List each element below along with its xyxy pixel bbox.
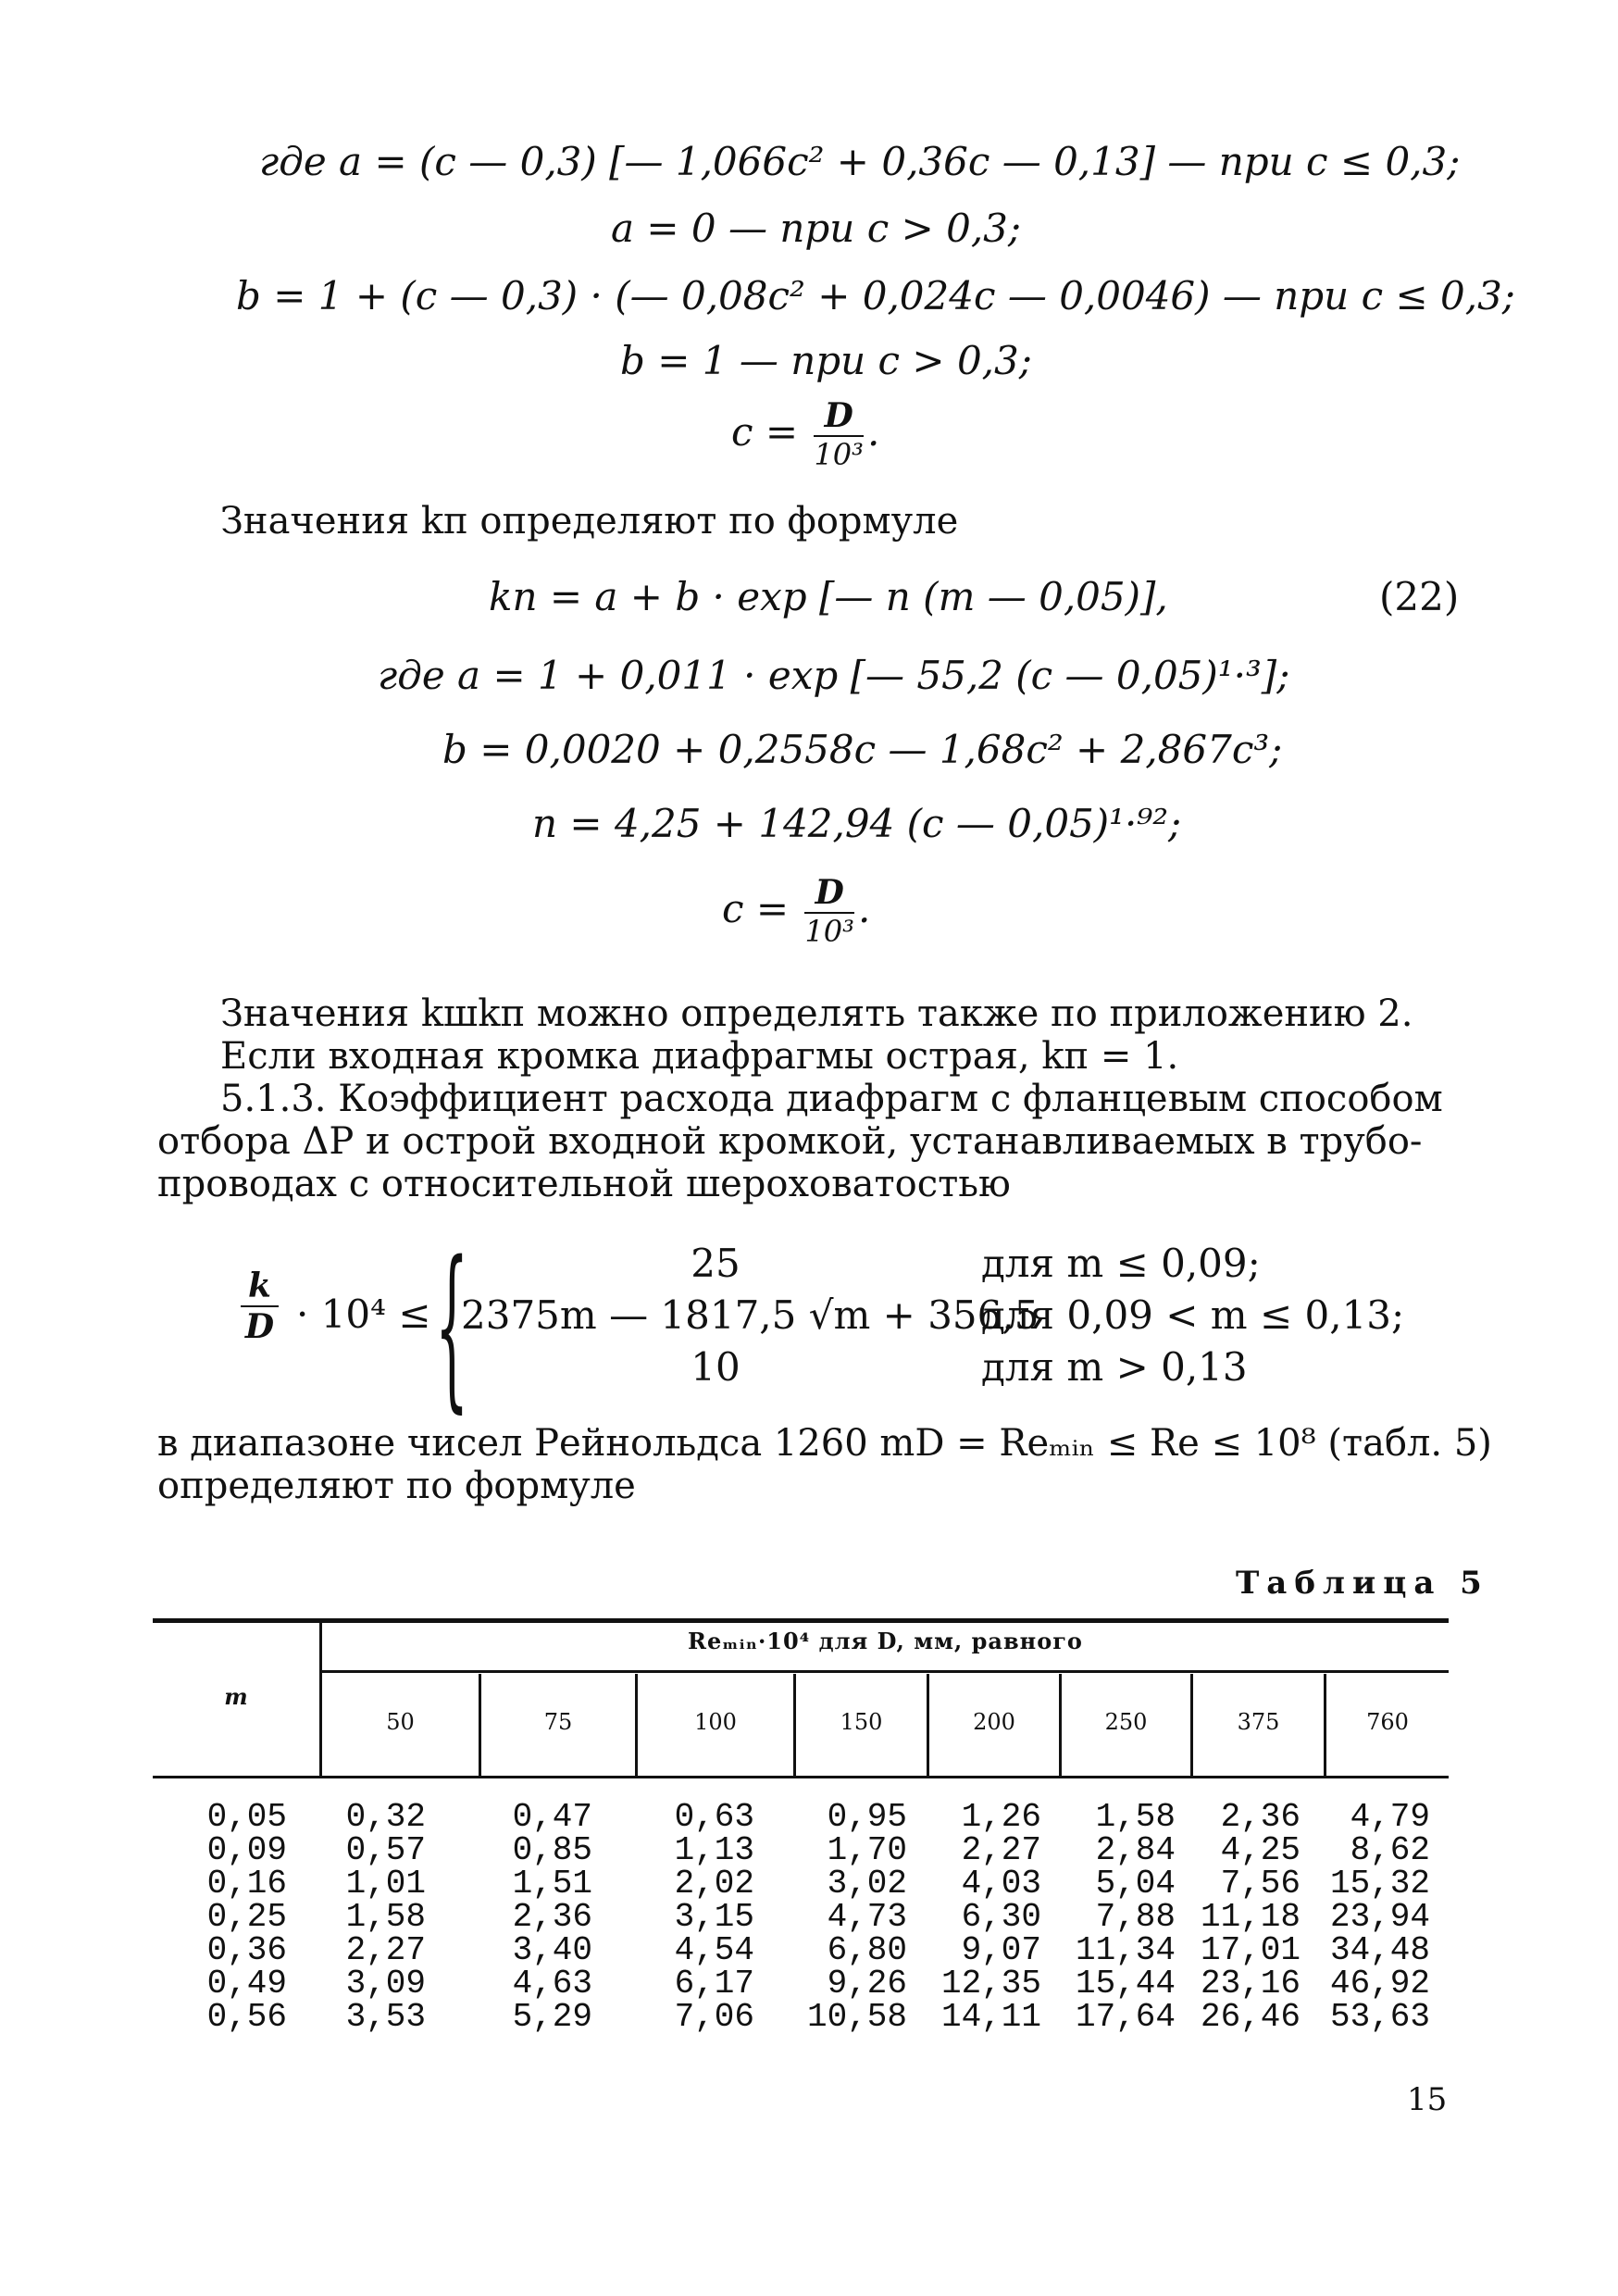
table-column-d250 (1055, 1798, 1176, 2036)
table-cell: 17,01 (1200, 1931, 1301, 1969)
roughness-denominator: D (244, 1306, 275, 1346)
table-column-d100 (648, 1798, 754, 2036)
table-cell: 0,56 (206, 1998, 287, 2036)
roughness-factor: · 10⁴ ≤ (296, 1292, 431, 1337)
table-cell: 1,01 (345, 1865, 426, 1903)
formula-kn-b: b = 0,0020 + 0,2558c — 1,68c² + 2,867c³; (442, 727, 1283, 772)
table-cell: 4,79 (1350, 1798, 1430, 1836)
formula-b-one-line: b = 1 — при c > 0,3; (620, 338, 1032, 383)
table-cell: 1,51 (512, 1865, 592, 1903)
table-cell: 1,58 (345, 1898, 426, 1936)
table-cell: 5,29 (512, 1998, 592, 2036)
table-cell: 2,84 (1095, 1831, 1176, 1869)
table-cell: 46,92 (1329, 1965, 1430, 2003)
table-header-m: m (224, 1683, 248, 1710)
formula-kn-main: kп = a + b · exp [— n (m — 0,05)], (489, 574, 1168, 619)
paragraph-513-line2: отбора ΔP и острой входной кромкой, устанавливаемых в трубо- (157, 1120, 1423, 1163)
table-cell: 0,85 (512, 1831, 592, 1869)
paragraph-sharp-edge: Если входная кромка диафрагмы острая, kп = 1. (220, 1035, 1179, 1078)
c-numerator: D (814, 398, 864, 437)
roughness-row-cond: для m ≤ 0,09; (981, 1241, 1261, 1286)
table-cell: 3,09 (345, 1965, 426, 2003)
page-number: 15 (1407, 2081, 1448, 2118)
formula-a-line: где a = (c — 0,3) [— 1,066c² + 0,36c — 0,13] — при c ≤ 0,3; (259, 139, 1461, 184)
table-cell: 7,06 (674, 1998, 754, 2036)
table-cell: 2,27 (345, 1931, 426, 1969)
roughness-fraction (241, 1268, 296, 1347)
table-cell: 7,56 (1220, 1865, 1301, 1903)
c-denominator: 10³ (814, 436, 864, 472)
table-cell: 5,04 (1095, 1865, 1176, 1903)
table-cell: 0,57 (345, 1831, 426, 1869)
table-cell: 0,05 (206, 1798, 287, 1836)
table-cell: 0,09 (206, 1831, 287, 1869)
table-cell: 15,32 (1329, 1865, 1430, 1903)
table-cell: 6,17 (674, 1965, 754, 2003)
table-cell: 0,32 (345, 1798, 426, 1836)
c-fraction (804, 875, 854, 949)
table-cell: 6,80 (827, 1931, 907, 1969)
table-cell: 4,73 (827, 1898, 907, 1936)
table-header-col: 250 (1104, 1709, 1148, 1735)
table-caption: Таблица 5 (1236, 1565, 1489, 1602)
table-header-col: 760 (1366, 1709, 1409, 1735)
c-lhs: c = (731, 409, 799, 455)
table-cell: 26,46 (1200, 1998, 1301, 2036)
table-column-d200 (926, 1798, 1041, 2036)
table-top-rule (153, 1618, 1449, 1623)
formula-kn-n: n = 4,25 + 142,94 (c — 0,05)¹·⁹²; (532, 801, 1182, 846)
left-brace: { (435, 1224, 469, 1429)
formula-b-line: b = 1 + (c — 0,3) · (— 0,08c² + 0,024c — 0,0046) — при c ≤ 0,3; (236, 273, 1515, 318)
table-cell: 2,36 (1220, 1798, 1301, 1836)
table-cell: 0,25 (206, 1898, 287, 1936)
c-numerator: D (804, 875, 854, 914)
table-header-col: 75 (543, 1709, 573, 1735)
table-cell: 34,48 (1329, 1931, 1430, 1969)
table-column-m (185, 1798, 287, 2036)
table-header-bottom-rule (153, 1776, 1449, 1778)
table-cell: 3,02 (827, 1865, 907, 1903)
roughness-row-expr: 25 (691, 1241, 741, 1286)
paragraph-513-line1: 5.1.3. Коэффициент расхода диафрагм с фланцевым способом (220, 1078, 1443, 1120)
c-fraction (814, 398, 864, 472)
table-cell: 2,36 (512, 1898, 592, 1936)
table-cell: 9,26 (827, 1965, 907, 2003)
table-cell: 4,03 (961, 1865, 1041, 1903)
paragraph-reynolds-line2: определяют по формуле (157, 1465, 636, 1507)
table-cell: 14,11 (940, 1998, 1041, 2036)
table-cell: 1,13 (674, 1831, 754, 1869)
table-cell: 1,58 (1095, 1798, 1176, 1836)
table-column-d150 (796, 1798, 907, 2036)
table-header-group: Reₘᵢₙ·10⁴ для D, мм, равного (688, 1628, 1083, 1654)
table-header-col: 50 (386, 1709, 415, 1735)
table-cell: 4,54 (674, 1931, 754, 1969)
table-cell: 11,34 (1075, 1931, 1176, 1969)
table-column-d75 (491, 1798, 592, 2036)
table-cell: 11,18 (1200, 1898, 1301, 1936)
table-cell: 0,95 (827, 1798, 907, 1836)
paragraph-kn-intro: Значения kп определяют по формуле (220, 500, 959, 543)
table-cell: 10,58 (806, 1998, 907, 2036)
table-column-d760 (1314, 1798, 1430, 2036)
table-cell: 12,35 (940, 1965, 1041, 2003)
table-group-rule (322, 1670, 1449, 1673)
table-cell: 0,47 (512, 1798, 592, 1836)
table-cell: 1,26 (961, 1798, 1041, 1836)
formula-kn-a: где a = 1 + 0,011 · exp [— 55,2 (c — 0,05)¹·³]; (378, 653, 1290, 698)
roughness-row-cond: для m > 0,13 (981, 1344, 1248, 1390)
table-cell: 3,40 (512, 1931, 592, 1969)
c-denominator: 10³ (804, 913, 854, 949)
table-header-col: 200 (973, 1709, 1015, 1735)
formula-kn-c (722, 875, 870, 949)
table-header-col: 100 (694, 1709, 737, 1735)
roughness-row-cond: для 0,09 < m ≤ 0,13; (981, 1292, 1405, 1338)
table-cell: 6,30 (961, 1898, 1041, 1936)
table-header-col: 375 (1237, 1709, 1280, 1735)
table-cell: 2,02 (674, 1865, 754, 1903)
table-cell: 2,27 (961, 1831, 1041, 1869)
table-cell: 0,63 (674, 1798, 754, 1836)
table-cell: 1,70 (827, 1831, 907, 1869)
table-cell: 53,63 (1329, 1998, 1430, 2036)
table-column-d50 (333, 1798, 426, 2036)
table-cell: 3,53 (345, 1998, 426, 2036)
table-cell: 9,07 (961, 1931, 1041, 1969)
formula-number: (22) (1379, 574, 1460, 619)
roughness-row-expr: 2375m — 1817,5 √m + 356,5 (461, 1292, 1039, 1338)
roughness-row-expr: 10 (691, 1344, 741, 1390)
table-cell: 3,15 (674, 1898, 754, 1936)
table-cell: 0,36 (206, 1931, 287, 1969)
table-cell: 4,63 (512, 1965, 592, 2003)
formula-a-zero-line: a = 0 — при c > 0,3; (611, 206, 1022, 251)
table-cell: 0,16 (206, 1865, 287, 1903)
table-cell: 17,64 (1075, 1998, 1176, 2036)
table-cell: 15,44 (1075, 1965, 1176, 2003)
c-dot: . (866, 409, 880, 455)
table-header-col: 150 (840, 1709, 883, 1735)
table-cell: 0,49 (206, 1965, 287, 2003)
c-lhs: c = (722, 886, 790, 931)
paragraph-513-line3: проводах с относительной шероховатостью (157, 1163, 1011, 1205)
table-cell: 7,88 (1095, 1898, 1176, 1936)
paragraph-reynolds-line1: в диапазоне чисел Рейнольдса 1260 mD = Reₘᵢₙ ≤ Re ≤ 10⁸ (табл. 5) (157, 1422, 1492, 1465)
table-cell: 4,25 (1220, 1831, 1301, 1869)
formula-c-top (731, 398, 879, 472)
table-cell: 23,94 (1329, 1898, 1430, 1936)
roughness-numerator: k (241, 1268, 279, 1307)
paragraph-kskn: Значения kшkп можно определять также по приложению 2. (220, 992, 1413, 1035)
c-dot: . (857, 886, 871, 931)
table-column-d375 (1185, 1798, 1301, 2036)
table-cell: 23,16 (1200, 1965, 1301, 2003)
table-cell: 8,62 (1350, 1831, 1430, 1869)
